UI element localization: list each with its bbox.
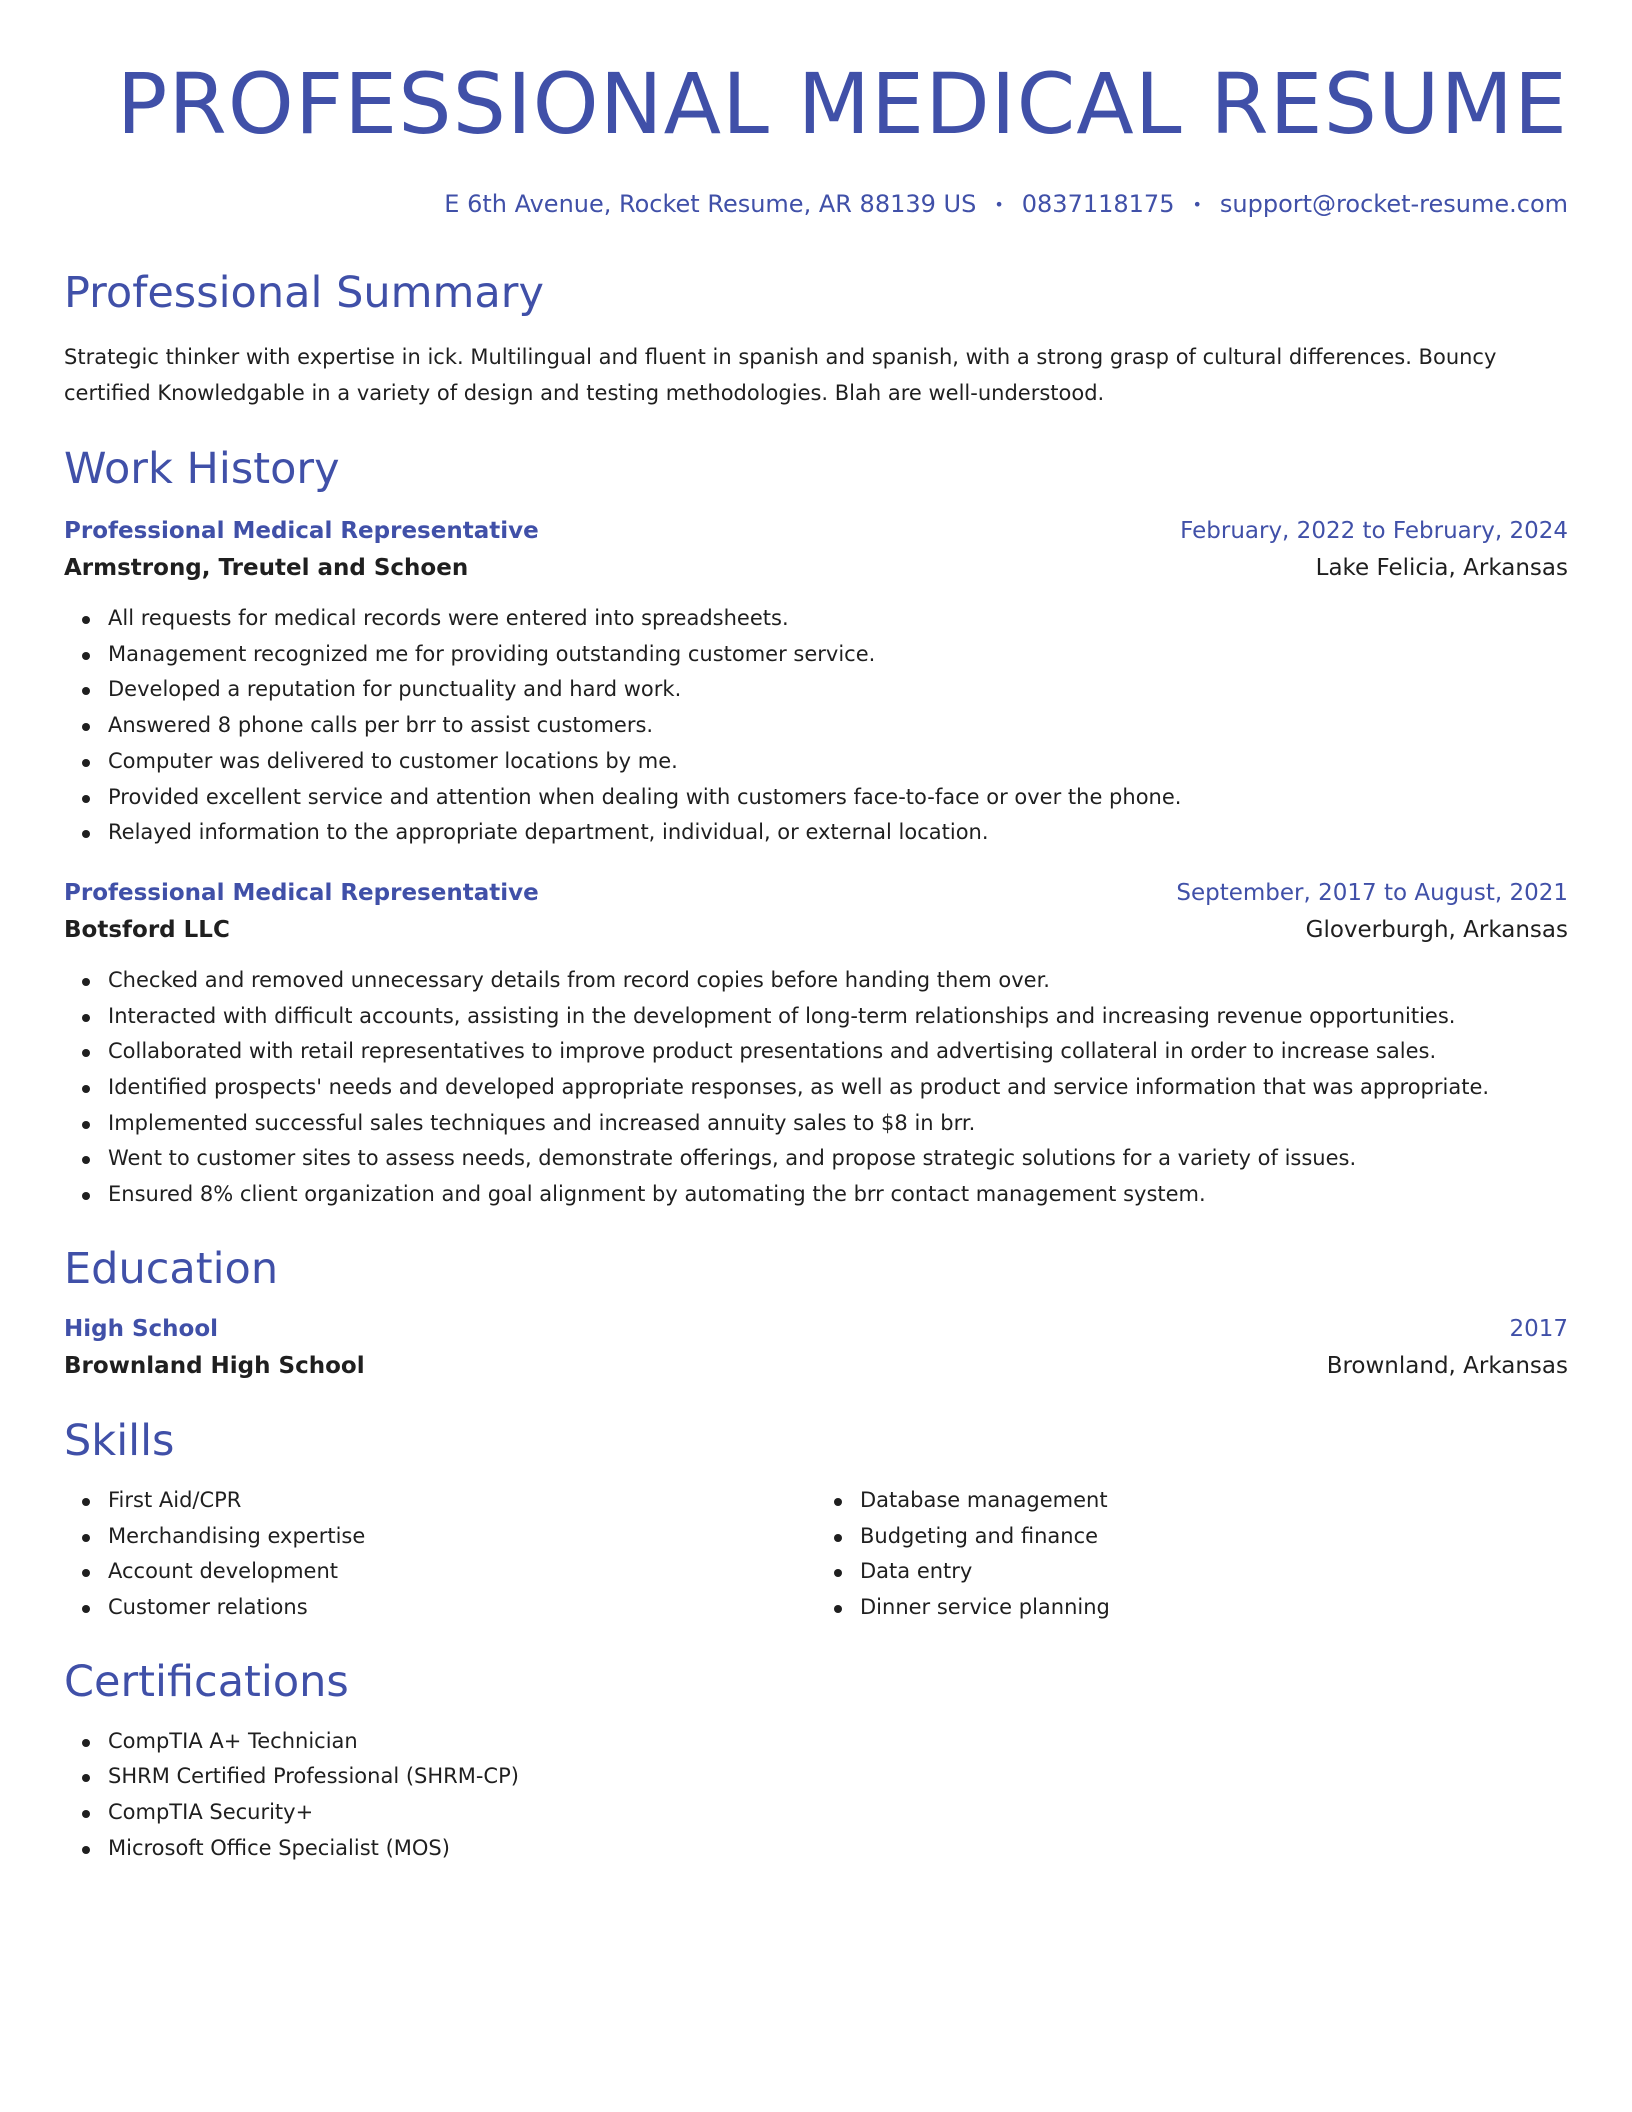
job-dates: September, 2017 to August, 2021 xyxy=(1176,879,1568,906)
job-entry xyxy=(64,513,1568,851)
job-bullet-list xyxy=(64,963,1568,1213)
list-item: Ensured 8% client organization and goal alignment by automating the brr contact management system. xyxy=(108,1177,1568,1213)
section-title-education: Education xyxy=(64,1243,279,1294)
certifications-section xyxy=(64,1654,1568,1867)
list-item: Relayed information to the appropriate department, individual, or external location. xyxy=(108,815,1568,851)
skills-columns xyxy=(64,1483,1568,1626)
company-name: Armstrong, Treutel and Schoen xyxy=(64,555,469,581)
list-item: Data entry xyxy=(860,1554,1568,1590)
list-item: Checked and removed unnecessary details from record copies before handing them over. xyxy=(108,963,1568,999)
work-history-section xyxy=(64,441,1568,1213)
education-entry xyxy=(64,1311,1568,1385)
school-name: Brownland High School xyxy=(64,1352,365,1379)
list-item: Merchandising expertise xyxy=(108,1519,816,1555)
section-title-certifications: Certifications xyxy=(64,1656,349,1707)
school-location: Brownland, Arkansas xyxy=(1326,1352,1568,1379)
skills-section xyxy=(64,1413,1568,1626)
list-item: Answered 8 phone calls per brr to assist customers. xyxy=(108,708,1568,744)
contact-line xyxy=(64,188,1568,221)
list-item: Budgeting and finance xyxy=(860,1519,1568,1555)
list-item: SHRM Certified Professional (SHRM-CP) xyxy=(108,1759,1568,1795)
job-location: Lake Felicia, Arkansas xyxy=(1315,555,1568,581)
list-item: Computer was delivered to customer locations by me. xyxy=(108,744,1568,780)
graduation-year: 2017 xyxy=(1509,1315,1568,1342)
job-title: Professional Medical Representative xyxy=(64,518,539,544)
degree: High School xyxy=(64,1315,219,1342)
job-entry xyxy=(64,875,1568,1213)
education-section xyxy=(64,1241,1568,1385)
resume-title: PROFESSIONAL MEDICAL RESUME xyxy=(116,55,1568,153)
section-title-work-history: Work History xyxy=(64,444,340,494)
list-item: Interacted with difficult accounts, assisting in the development of long-term relationships and increasing revenue opportunities. xyxy=(108,999,1568,1035)
summary-text: Strategic thinker with expertise in ick. Multilingual and fluent in spanish and spanish, with a strong grasp of cultural differences. Bouncy certified Knowledgable in a variety of design and testing methodologies. Blah are well-understood. xyxy=(64,345,1497,405)
separator-dot: • xyxy=(994,195,1004,214)
contact-email[interactable]: support@rocket-resume.com xyxy=(1219,190,1568,218)
contact-address: E 6th Avenue, Rocket Resume, AR 88139 US xyxy=(444,190,977,218)
list-item: All requests for medical records were entered into spreadsheets. xyxy=(108,601,1568,637)
skills-list-right xyxy=(816,1483,1568,1626)
list-item: Dinner service planning xyxy=(860,1590,1568,1626)
list-item: Microsoft Office Specialist (MOS) xyxy=(108,1831,1568,1867)
section-title-summary: Professional Summary xyxy=(64,268,544,318)
company-name: Botsford LLC xyxy=(64,916,230,943)
job-bullet-list xyxy=(64,601,1568,851)
skills-list-left xyxy=(64,1483,816,1626)
list-item: Provided excellent service and attention when dealing with customers face-to-face or over the phone. xyxy=(108,780,1568,816)
list-item: Management recognized me for providing outstanding customer service. xyxy=(108,637,1568,673)
list-item: CompTIA A+ Technician xyxy=(108,1724,1568,1760)
list-item: CompTIA Security+ xyxy=(108,1795,1568,1831)
job-location: Gloverburgh, Arkansas xyxy=(1305,916,1568,943)
list-item: First Aid/CPR xyxy=(108,1483,816,1519)
list-item: Customer relations xyxy=(108,1590,816,1626)
summary-section xyxy=(64,265,1568,411)
contact-phone: 0837118175 xyxy=(1021,190,1175,218)
separator-dot: • xyxy=(1192,195,1202,214)
list-item: Collaborated with retail representatives to improve product presentations and advertising collateral in order to increase sales. xyxy=(108,1034,1568,1070)
job-title: Professional Medical Representative xyxy=(64,879,539,906)
list-item: Identified prospects' needs and developed appropriate responses, as well as product and service information that was appropriate. xyxy=(108,1070,1568,1106)
list-item: Implemented successful sales techniques and increased annuity sales to $8 in brr. xyxy=(108,1106,1568,1142)
job-dates: February, 2022 to February, 2024 xyxy=(1180,518,1568,544)
certifications-list xyxy=(64,1724,1568,1867)
resume-header xyxy=(64,0,1568,221)
list-item: Database management xyxy=(860,1483,1568,1519)
section-title-skills: Skills xyxy=(64,1415,175,1466)
list-item: Developed a reputation for punctuality and hard work. xyxy=(108,672,1568,708)
list-item: Went to customer sites to assess needs, demonstrate offerings, and propose strategic solutions for a variety of issues. xyxy=(108,1141,1568,1177)
list-item: Account development xyxy=(108,1554,816,1590)
